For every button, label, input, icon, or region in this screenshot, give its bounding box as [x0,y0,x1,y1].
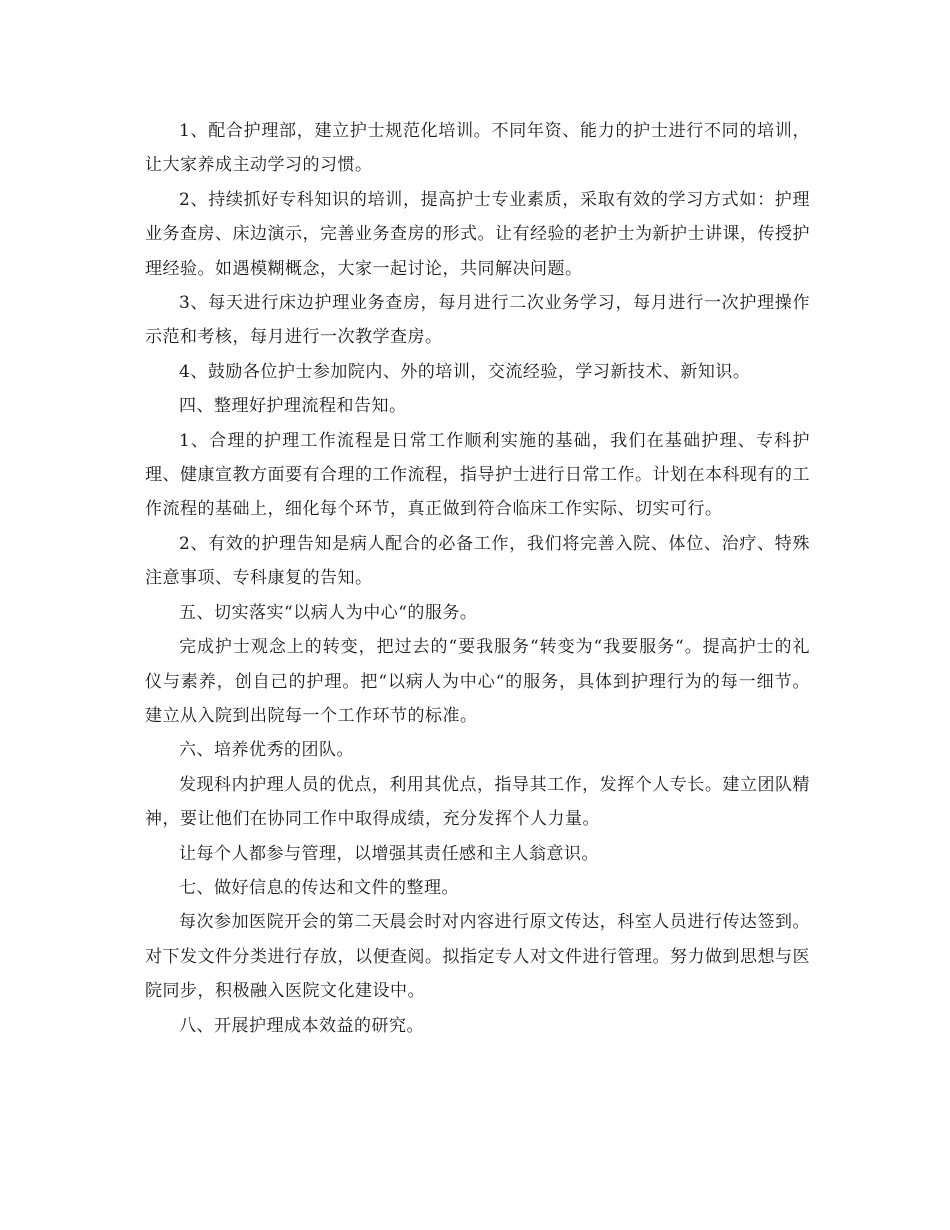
section-heading-6: 六、培养优秀的团队。 [179,740,354,761]
paragraph-training-item-1: 1、配合护理部，建立护士规范化培训。不同年资、能力的护士进行不同的培训，让大家养成主动学习的习惯。 [145,121,810,176]
paragraph-training-item-4: 4、鼓励各位护士参加院内、外的培训，交流经验，学习新技术、新知识。 [179,361,751,382]
paragraph-information: 每次参加医院开会的第二天晨会时对内容进行原文传达，科室人员进行传达签到。对下发文件分类进行存放，以便查阅。拟指定专人对文件进行管理。努力做到思想与医院同步，积极融入医院文化建设中。 [145,912,810,1002]
paragraph-team-2: 让每个人都参与管理，以增强其责任感和主人翁意识。 [179,843,599,864]
paragraph-patient-centered: 完成护士观念上的转变，把过去的“要我服务“转变为“我要服务“。提高护士的礼仪与素养，创自己的护理。把“以病人为中心“的服务，具体到护理行为的每一细节。建立从入院到出院每一个工作环节的标准。 [145,637,810,726]
paragraph-workflow-item-1: 1、合理的护理工作流程是日常工作顺利实施的基础，我们在基础护理、专科护理、健康宣教方面要有合理的工作流程，指导护士进行日常工作。计划在本科现有的工作流程的基础上，细化每个环节，真正做到符合临床工作实际、切实可行。 [145,430,810,520]
paragraph-training-item-3: 3、每天进行床边护理业务查房，每月进行二次业务学习，每月进行一次护理操作示范和考核，每月进行一次教学查房。 [145,293,810,348]
section-heading-4: 四、整理好护理流程和告知。 [179,396,407,417]
paragraph-team-1: 发现科内护理人员的优点，利用其优点，指导其工作，发挥个人专长。建立团队精神，要让他们在协同工作中取得成绩，充分发挥个人力量。 [145,774,810,830]
document-body [145,114,810,1043]
paragraph-workflow-item-2: 2、有效的护理告知是病人配合的必备工作，我们将完善入院、体位、治疗、特殊注意事项、专科康复的告知。 [145,533,810,589]
section-heading-5: 五、切实落实“以病人为中心“的服务。 [179,602,478,623]
section-heading-7: 七、做好信息的传达和文件的整理。 [179,877,459,898]
paragraph-training-item-2: 2、持续抓好专科知识的培训，提高护士专业素质，采取有效的学习方式如：护理业务查房、床边演示，完善业务查房的形式。让有经验的老护士为新护士讲课，传授护理经验。如遇模糊概念，大家一起讨论，共同解决问题。 [145,189,810,279]
section-heading-8: 八、开展护理成本效益的研究。 [179,1015,424,1036]
